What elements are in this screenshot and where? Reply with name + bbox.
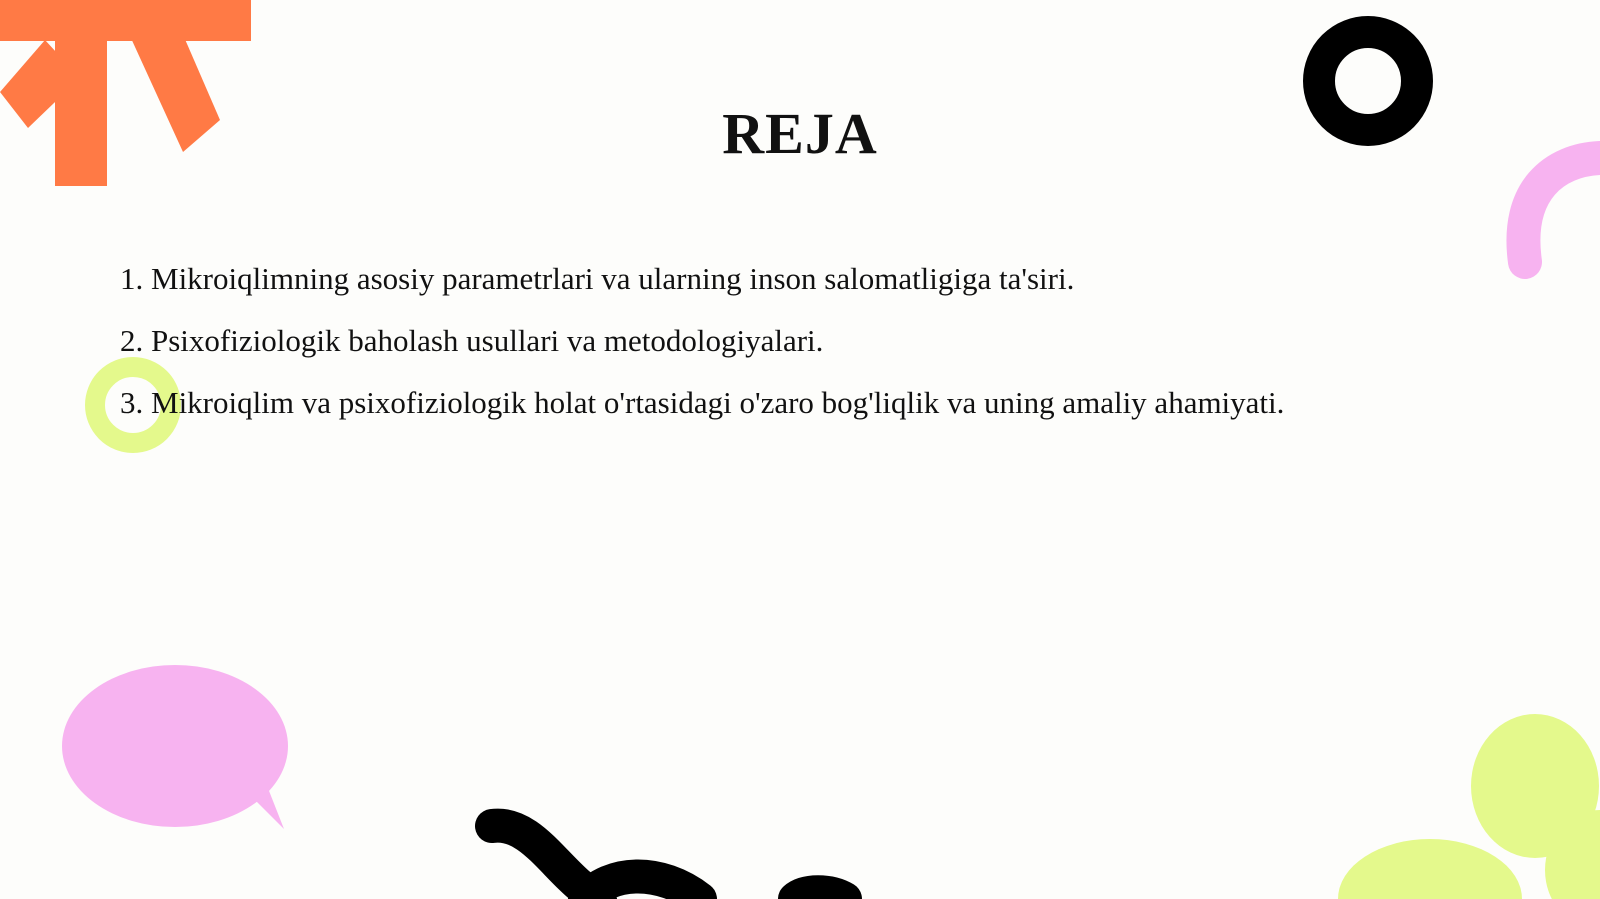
- slide-title: REJA: [722, 101, 878, 166]
- list-item-number: 1.: [120, 261, 144, 296]
- list-item: [120, 372, 1540, 434]
- list-item-number: 2.: [120, 323, 144, 358]
- lime-clover-icon: [1338, 714, 1600, 899]
- list-item-text: Mikroiqlimning asosiy parametrlari va ularning inson salomatligiga ta'siri.: [151, 261, 1075, 296]
- list-item-number: 3.: [120, 385, 144, 420]
- pink-arc-icon: [1523, 158, 1600, 262]
- pink-speech-bubble-icon: [62, 665, 288, 829]
- list-item: [120, 248, 1540, 310]
- list-item: [120, 310, 1540, 372]
- plan-list: [120, 248, 1540, 434]
- black-squiggle-icon: [492, 826, 845, 899]
- list-item-text: Psixofiziologik baholash usullari va metodologiyalari.: [151, 323, 824, 358]
- list-item-text: Mikroiqlim va psixofiziologik holat o'rtasidagi o'zaro bog'liqlik va uning amaliy ahamiyati.: [151, 385, 1285, 420]
